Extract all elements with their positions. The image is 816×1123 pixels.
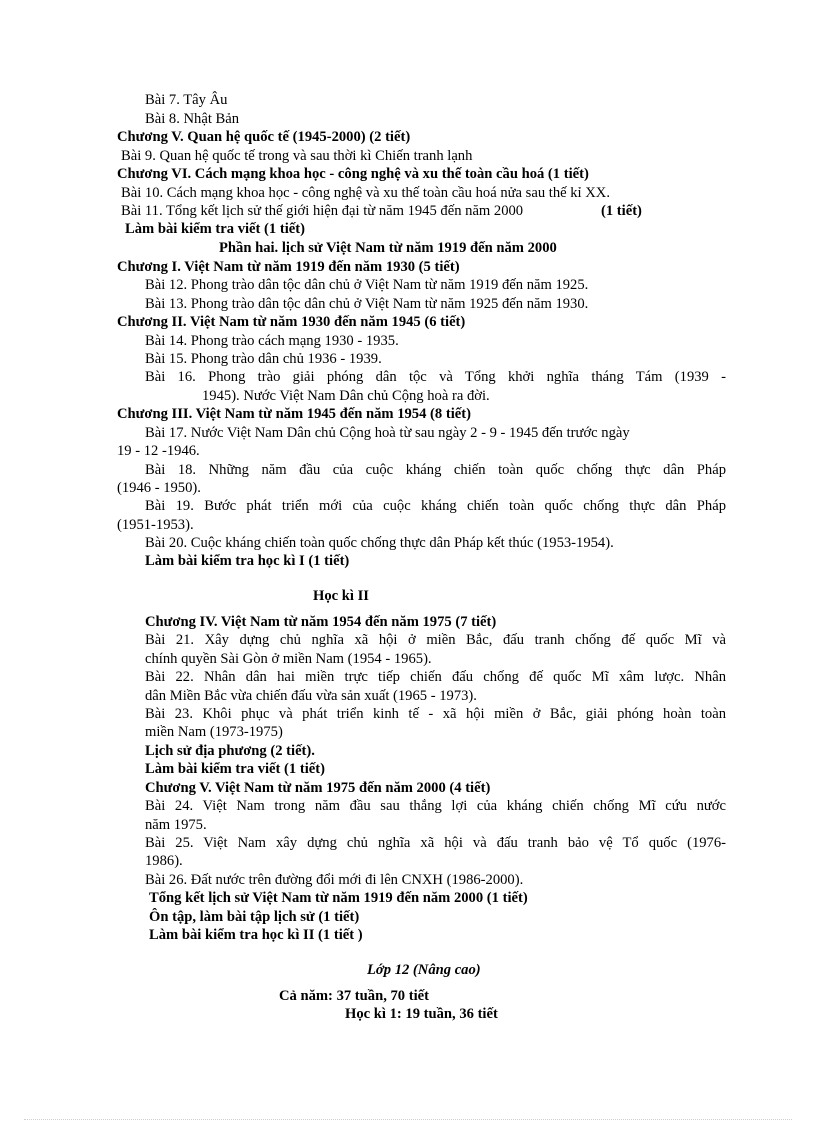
lesson-16: Bài 16. Phong trào giải phóng dân tộc và Tổng khởi nghĩa tháng Tám (1939 - [145,369,726,385]
lesson-9: Bài 9. Quan hệ quốc tế trong và sau thời kì Chiến tranh lạnh [121,148,473,164]
chapter-heading: Chương V. Quan hệ quốc tế (1945-2000) (2 tiết) [117,129,411,145]
lesson-21: Bài 21. Xây dựng chủ nghĩa xã hội ở miền Bắc, đấu tranh chống đế quốc Mĩ và [145,632,726,648]
lesson-13: Bài 13. Phong trào dân tộc dân chủ ở Việt Nam từ năm 1925 đến năm 1930. [145,296,589,312]
test-line: Làm bài kiểm tra viết (1 tiết) [125,221,305,237]
test-line: Làm bài kiểm tra học kì I (1 tiết) [145,553,350,569]
lesson-11: Bài 11. Tổng kết lịch sử thế giới hiện đại từ năm 1945 đến năm 2000 [121,203,524,219]
lesson-14: Bài 14. Phong trào cách mạng 1930 - 1935. [145,333,399,349]
test-line: Làm bài kiểm tra học kì II (1 tiết ) [149,927,363,943]
lesson-12: Bài 12. Phong trào dân tộc dân chủ ở Việt Nam từ năm 1919 đến năm 1925. [145,277,589,293]
lesson-18-cont: (1946 - 1950). [117,480,201,496]
chapter-heading: Chương VI. Cách mạng khoa học - công nghệ và xu thế toàn cầu hoá (1 tiết) [117,166,589,182]
grade-heading: Lớp 12 (Nâng cao) [367,962,481,978]
lesson-7: Bài 7. Tây Âu [145,92,228,108]
test-line: Làm bài kiểm tra viết (1 tiết) [145,761,325,777]
section-heading: Học kì II [313,588,369,604]
semester-summary: Học kì 1: 19 tuần, 36 tiết [345,1006,498,1022]
lesson-17: Bài 17. Nước Việt Nam Dân chủ Cộng hoà từ sau ngày 2 - 9 - 1945 đến trước ngày [145,425,630,441]
review-line: Ôn tập, làm bài tập lịch sử (1 tiết) [149,909,360,925]
chapter-heading: Chương I. Việt Nam từ năm 1919 đến năm 1930 (5 tiết) [117,259,460,275]
lesson-10: Bài 10. Cách mạng khoa học - công nghệ và xu thế toàn cầu hoá nửa sau thế kỉ XX. [121,185,610,201]
lesson-25: Bài 25. Việt Nam xây dựng chủ nghĩa xã hội và đấu tranh bảo vệ Tổ quốc (1976- [145,835,726,851]
lesson-24-cont: năm 1975. [145,817,207,833]
lesson-8: Bài 8. Nhật Bản [145,111,240,127]
lesson-17-cont: 19 - 12 -1946. [117,443,200,459]
part-heading: Phần hai. lịch sử Việt Nam từ năm 1919 đến năm 2000 [219,240,557,256]
lesson-22: Bài 22. Nhân dân hai miền trực tiếp chiến đấu chống đế quốc Mĩ xâm lược. Nhân [145,669,726,685]
lesson-19-cont: (1951-1953). [117,517,194,533]
lesson-19: Bài 19. Bước phát triển mới của cuộc kháng chiến toàn quốc chống thực dân Pháp [145,498,726,514]
lesson-23-cont: miền Nam (1973-1975) [145,724,283,740]
page-bottom-divider [24,1119,792,1120]
lesson-22-cont: dân Miền Bắc vừa chiến đấu vừa sản xuất (1965 - 1973). [145,688,477,704]
local-history: Lịch sử địa phương (2 tiết). [145,743,315,759]
lesson-23: Bài 23. Khôi phục và phát triển kinh tế - xã hội miền ở Bắc, giải phóng hoàn toàn [145,706,726,722]
lesson-26: Bài 26. Đất nước trên đường đổi mới đi lên CNXH (1986-2000). [145,872,524,888]
chapter-heading: Chương II. Việt Nam từ năm 1930 đến năm 1945 (6 tiết) [117,314,466,330]
lesson-24: Bài 24. Việt Nam trong năm đầu sau thắng lợi của kháng chiến chống Mĩ cứu nước [145,798,726,814]
lesson-20: Bài 20. Cuộc kháng chiến toàn quốc chống thực dân Pháp kết thúc (1953-1954). [145,535,614,551]
chapter-heading: Chương III. Việt Nam từ năm 1945 đến năm 1954 (8 tiết) [117,406,471,422]
lesson-18: Bài 18. Những năm đầu của cuộc kháng chiến toàn quốc chống thực dân Pháp [145,462,726,478]
lesson-21-cont: chính quyền Sài Gòn ở miền Nam (1954 - 1965). [145,651,432,667]
lesson-25-cont: 1986). [145,853,183,869]
summary-line: Tổng kết lịch sử Việt Nam từ năm 1919 đến năm 2000 (1 tiết) [149,890,528,906]
lesson-11-hours: (1 tiết) [601,203,642,219]
lesson-15: Bài 15. Phong trào dân chủ 1936 - 1939. [145,351,382,367]
chapter-heading: Chương V. Việt Nam từ năm 1975 đến năm 2000 (4 tiết) [145,780,491,796]
year-summary: Cả năm: 37 tuần, 70 tiết [279,988,429,1004]
lesson-16-cont: 1945). Nước Việt Nam Dân chủ Cộng hoà ra đời. [202,388,490,404]
chapter-heading: Chương IV. Việt Nam từ năm 1954 đến năm 1975 (7 tiết) [145,614,497,630]
